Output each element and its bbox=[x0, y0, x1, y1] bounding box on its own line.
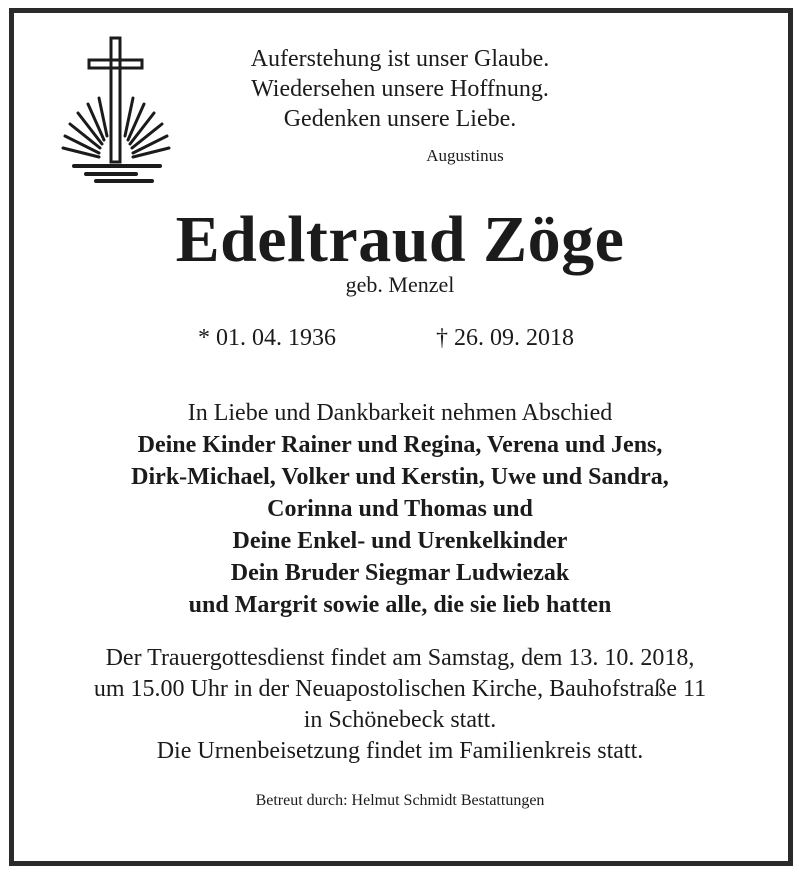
mourner-line: Dirk-Michael, Volker und Kerstin, Uwe und Sandra, bbox=[131, 464, 669, 490]
mourners-block bbox=[0, 397, 800, 621]
quote-line: Gedenken unsere Liebe. bbox=[283, 106, 517, 132]
funeral-home-credit: Betreut durch: Helmut Schmidt Bestattungen bbox=[255, 792, 545, 809]
mourners-intro: In Liebe und Dankbarkeit nehmen Abschied bbox=[187, 400, 613, 426]
mourner-line: Dein Bruder Siegmar Ludwiezak bbox=[230, 560, 570, 586]
cross-sunrise-icon bbox=[56, 36, 176, 186]
quote-block bbox=[210, 44, 590, 134]
mourner-line: Corinna und Thomas und bbox=[267, 496, 533, 522]
service-line: Die Urnenbeisetzung findet im Familienkreis statt. bbox=[156, 738, 644, 764]
deceased-name: Edeltraud Zöge bbox=[175, 203, 625, 276]
service-line: um 15.00 Uhr in der Neuapostolischen Kirche, Bauhofstraße 11 bbox=[93, 676, 707, 702]
mourner-line: Deine Kinder Rainer und Regina, Verena und Jens, bbox=[137, 432, 663, 458]
death-date: † 26. 09. 2018 bbox=[436, 325, 574, 351]
mourner-line: und Margrit sowie alle, die sie lieb hatten bbox=[188, 592, 612, 618]
quote-line: Wiedersehen unsere Hoffnung. bbox=[251, 76, 549, 102]
service-info bbox=[0, 643, 800, 767]
quote-line: Auferstehung ist unser Glaube. bbox=[250, 46, 550, 72]
service-line: Der Trauergottesdienst findet am Samstag, dem 13. 10. 2018, bbox=[105, 645, 695, 671]
maiden-name: geb. Menzel bbox=[345, 272, 455, 297]
service-line: in Schönebeck statt. bbox=[303, 707, 497, 733]
quote-author: Augustinus bbox=[426, 146, 504, 165]
birth-date: * 01. 04. 1936 bbox=[198, 325, 336, 351]
mourner-line: Deine Enkel- und Urenkelkinder bbox=[232, 528, 568, 554]
